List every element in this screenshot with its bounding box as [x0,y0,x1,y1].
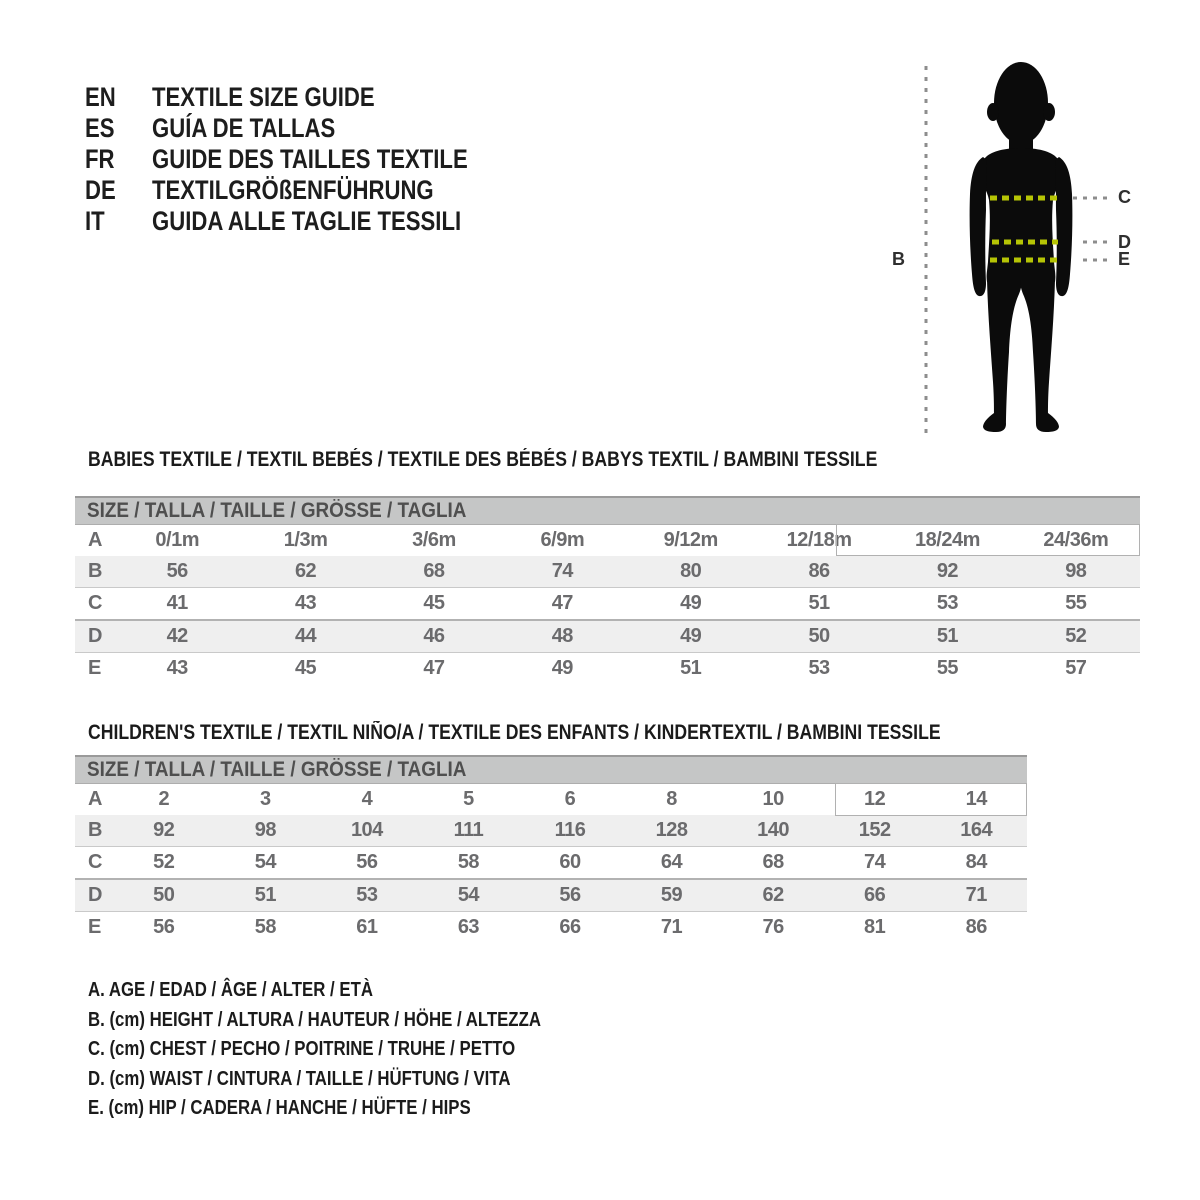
table-cell: 54 [457,884,480,906]
table-cell: 86 [965,916,987,938]
row-label: A [88,788,103,810]
table-row-E [75,653,1140,684]
row-label: A [88,529,103,551]
lang-row-de [85,175,434,206]
row-label: E [88,657,102,679]
table-row-E [75,912,1027,943]
children-highlight-box [835,783,1027,816]
child-silhouette-graphic [890,52,1140,442]
table-cell: 53 [936,592,959,614]
table-cell: 164 [960,819,993,841]
table-cell: 51 [808,592,830,614]
figure-label-chest: C [1118,187,1131,207]
table-cell: 74 [864,851,886,873]
table-cell: 80 [680,560,702,582]
table-cell: 58 [457,851,480,873]
table-row-D [75,621,1140,653]
legend-item-height: B. (cm) HEIGHT / ALTURA / HAUTEUR / HÖHE / ALTEZZA [88,1008,541,1031]
row-label: C [88,592,103,614]
table-cell: 45 [294,657,317,679]
table-cell: 98 [254,819,276,841]
table-cell: 56 [153,916,175,938]
table-cell: 104 [350,819,383,841]
lang-row-en [85,82,375,113]
row-label: D [88,625,103,647]
table-cell: 60 [559,851,581,873]
lang-code-es: ES [85,113,115,143]
figure-label-height: B [892,249,905,269]
table-cell: 66 [559,916,581,938]
table-cell: 3 [260,788,271,810]
table-cell: 24/36m [1043,529,1109,551]
table-cell: 8 [666,788,677,810]
lang-title-fr: GUIDE DES TAILLES TEXTILE [152,144,468,174]
lang-row-it [85,206,462,237]
table-cell: 76 [762,916,784,938]
table-cell: 64 [660,851,683,873]
table-cell: 52 [153,851,175,873]
lang-title-it: GUIDA ALLE TAGLIE TESSILI [152,206,462,236]
table-cell: 4 [361,788,373,810]
table-cell: 44 [294,625,317,647]
table-cell: 55 [936,657,959,679]
table-cell: 41 [166,592,188,614]
row-label: B [88,819,103,841]
legend-item-chest: C. (cm) CHEST / PECHO / POITRINE / TRUHE / PETTO [88,1038,516,1060]
lang-title-en: TEXTILE SIZE GUIDE [152,82,375,112]
table-cell: 3/6m [412,529,456,551]
figure-label-waist: D [1118,232,1131,252]
babies-size-header-text: SIZE / TALLA / TAILLE / GRÖSSE / TAGLIA [87,499,467,522]
table-cell: 63 [457,916,480,938]
table-cell: 43 [166,657,188,679]
table-cell: 53 [808,657,830,679]
table-cell: 47 [551,592,573,614]
child-silhouette [970,62,1073,432]
table-cell: 81 [864,916,886,938]
table-cell: 12/18m [786,529,852,551]
table-row-B [75,815,1027,847]
legend-item-hip: E. (cm) HIP / CADERA / HANCHE / HÜFTE / HIPS [88,1097,471,1119]
measurement-figure [890,52,1140,442]
lang-code-it: IT [85,206,105,236]
table-cell: 68 [423,560,445,582]
table-cell: 14 [965,788,987,810]
table-cell: 52 [1065,625,1087,647]
table-cell: 54 [254,851,276,873]
table-cell: 98 [1065,560,1087,582]
table-cell: 56 [356,851,378,873]
table-cell: 71 [965,884,987,906]
table-cell: 49 [680,592,702,614]
lang-row-fr [85,144,468,175]
table-cell: 53 [356,884,378,906]
language-title-block [85,82,468,237]
table-cell: 55 [1065,592,1087,614]
lang-title-de: TEXTILGRÖßENFÜHRUNG [152,175,434,205]
table-cell: 5 [463,788,474,810]
table-cell: 50 [808,625,830,647]
table-cell: 2 [158,788,170,810]
table-cell: 116 [554,819,586,841]
table-cell: 45 [423,592,445,614]
legend-item-age: A. AGE / EDAD / ÂGE / ALTER / ETÀ [88,979,373,1001]
table-cell: 56 [559,884,581,906]
table-cell: 57 [1065,657,1087,679]
table-row-C [75,588,1140,621]
table-cell: 62 [762,884,784,906]
table-cell: 140 [757,819,790,841]
table-cell: 61 [356,916,378,938]
table-cell: 6/9m [540,529,585,551]
children-size-header-bar [75,755,1027,784]
table-cell: 71 [660,916,683,938]
table-cell: 92 [153,819,175,841]
table-cell: 0/1m [155,529,199,551]
table-cell: 6 [564,788,576,810]
figure-label-hip: E [1118,249,1131,269]
babies-size-header-bar [75,496,1140,525]
table-cell: 46 [423,625,445,647]
table-cell: 49 [551,657,573,679]
row-label: E [88,916,102,938]
children-section-title: CHILDREN'S TEXTILE / TEXTIL NIÑO/A / TEXTILE DES ENFANTS / KINDERTEXTIL / BAMBINI TESSILE [88,721,941,744]
table-cell: 128 [655,819,688,841]
table-cell: 152 [858,819,891,841]
table-cell: 84 [965,851,987,873]
table-cell: 111 [453,819,484,841]
table-cell: 51 [936,625,959,647]
table-cell: 9/12m [663,529,718,551]
lang-code-fr: FR [85,144,115,174]
table-cell: 1/3m [283,529,328,551]
row-label: C [88,851,103,873]
row-label: B [88,560,103,582]
table-cell: 12 [864,788,886,810]
table-cell: 48 [551,625,573,647]
lang-title-es: GUÍA DE TALLAS [152,113,336,143]
table-cell: 49 [680,625,702,647]
table-cell: 62 [294,560,317,582]
table-cell: 51 [680,657,702,679]
table-cell: 47 [423,657,445,679]
table-row-D [75,880,1027,912]
children-size-header-text: SIZE / TALLA / TAILLE / GRÖSSE / TAGLIA [87,758,467,781]
table-cell: 58 [254,916,276,938]
table-row-C [75,847,1027,880]
table-cell: 10 [762,788,784,810]
table-cell: 68 [762,851,784,873]
table-cell: 50 [153,884,175,906]
table-cell: 86 [808,560,830,582]
babies-highlight-box [836,524,1140,556]
table-cell: 74 [551,560,573,582]
table-cell: 51 [254,884,276,906]
table-row-B [75,556,1140,588]
table-cell: 66 [864,884,886,906]
table-cell: 56 [166,560,188,582]
lang-row-es [85,113,336,144]
table-cell: 18/24m [915,529,980,551]
table-cell: 42 [166,625,188,647]
measurement-legend [88,976,627,1124]
table-cell: 59 [660,884,683,906]
legend-item-waist: D. (cm) WAIST / CINTURA / TAILLE / HÜFTUNG / VITA [88,1067,511,1090]
table-cell: 43 [294,592,317,614]
lang-code-de: DE [85,175,116,205]
babies-section-title: BABIES TEXTILE / TEXTIL BEBÉS / TEXTILE DES BÉBÉS / BABYS TEXTIL / BAMBINI TESSILE [88,448,878,471]
row-label: D [88,884,103,906]
table-cell: 92 [936,560,959,582]
lang-code-en: EN [85,82,116,112]
